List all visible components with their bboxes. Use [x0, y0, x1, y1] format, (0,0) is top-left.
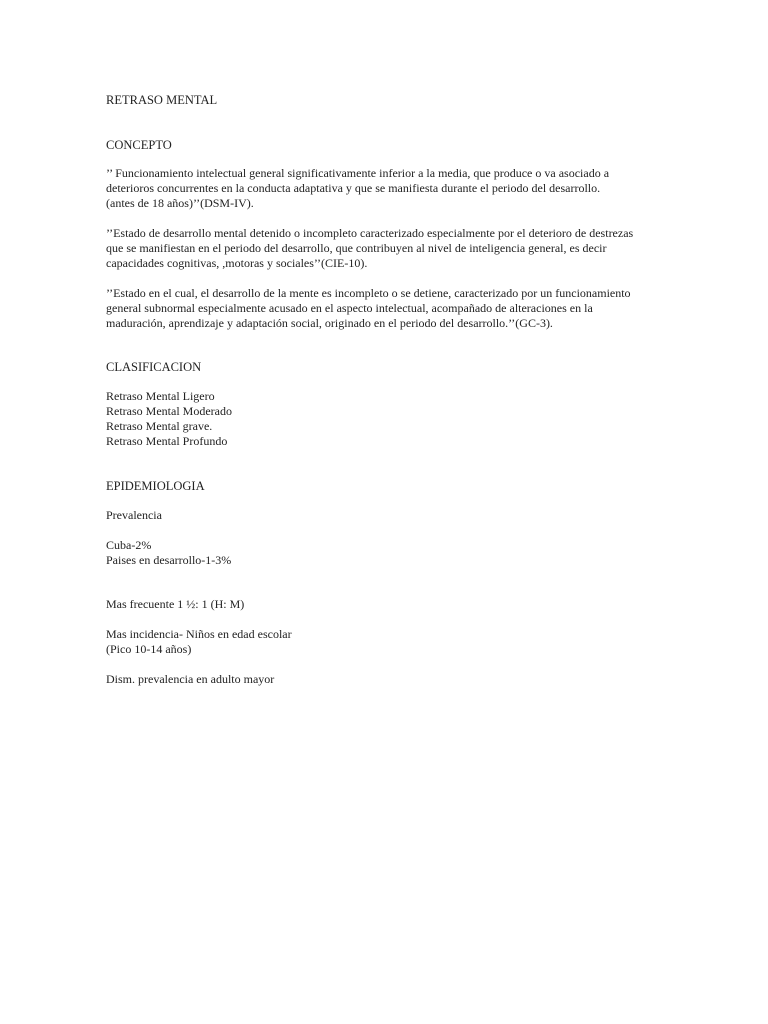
- text-line: ’’Estado en el cual, el desarrollo de la mente es incompleto o se detiene, caracterizado por un funcionamiento: [106, 286, 631, 300]
- list-item: Retraso Mental Profundo: [106, 434, 228, 448]
- disminucion-prevalencia: Dism. prevalencia en adulto mayor: [106, 672, 275, 686]
- list-item: Retraso Mental Moderado: [106, 404, 232, 418]
- pico-incidencia: (Pico 10-14 años): [106, 642, 192, 656]
- text-line: capacidades cognitivas, ,motoras y sociales’’(CIE-10).: [106, 256, 368, 270]
- text-line: ’’Estado de desarrollo mental detenido o incompleto caracterizado especialmente por el deterioro de destrezas: [106, 226, 634, 240]
- incidencia-block: [106, 627, 666, 657]
- section-heading-epidemiologia: EPIDEMIOLOGIA: [106, 479, 205, 493]
- text-line: (antes de 18 años)’’(DSM-IV).: [106, 196, 254, 210]
- definition-paragraph-gc: [106, 286, 666, 331]
- list-item: Retraso Mental Ligero: [106, 389, 215, 403]
- document-body: [106, 92, 666, 702]
- text-line: que se manifiestan en el periodo del desarrollo, que contribuyen al nivel de inteligencia general, es decir: [106, 241, 607, 255]
- definition-paragraph-cie: [106, 226, 666, 271]
- definition-paragraph-dsm: [106, 166, 666, 211]
- prevalencia-label: Prevalencia: [106, 508, 162, 522]
- document-title: RETRASO MENTAL: [106, 93, 218, 107]
- prevalencia-values: [106, 538, 666, 568]
- list-item: Retraso Mental grave.: [106, 419, 213, 433]
- text-line: deterioros concurrentes en la conducta adaptativa y que se manifiesta durante el periodo del desarrollo.: [106, 181, 601, 195]
- text-line: ’’ Funcionamiento intelectual general significativamente inferior a la media, que produce o va asociado a: [106, 166, 610, 180]
- section-heading-clasificacion: CLASIFICACION: [106, 360, 202, 374]
- prevalencia-cuba: Cuba-2%: [106, 538, 152, 552]
- text-line: maduración, aprendizaje y adaptación social, originado en el periodo del desarrollo.’’(GC-3).: [106, 316, 553, 330]
- mas-incidencia: Mas incidencia- Niños en edad escolar: [106, 627, 292, 641]
- prevalencia-paises: Paises en desarrollo-1-3%: [106, 553, 232, 567]
- section-heading-concepto: CONCEPTO: [106, 138, 172, 152]
- text-line: general subnormal especialmente acusado en el aspecto intelectual, acompañado de alteraciones en la: [106, 301, 593, 315]
- mas-frecuente: Mas frecuente 1 ½: 1 (H: M): [106, 597, 245, 611]
- classification-list: [106, 389, 666, 449]
